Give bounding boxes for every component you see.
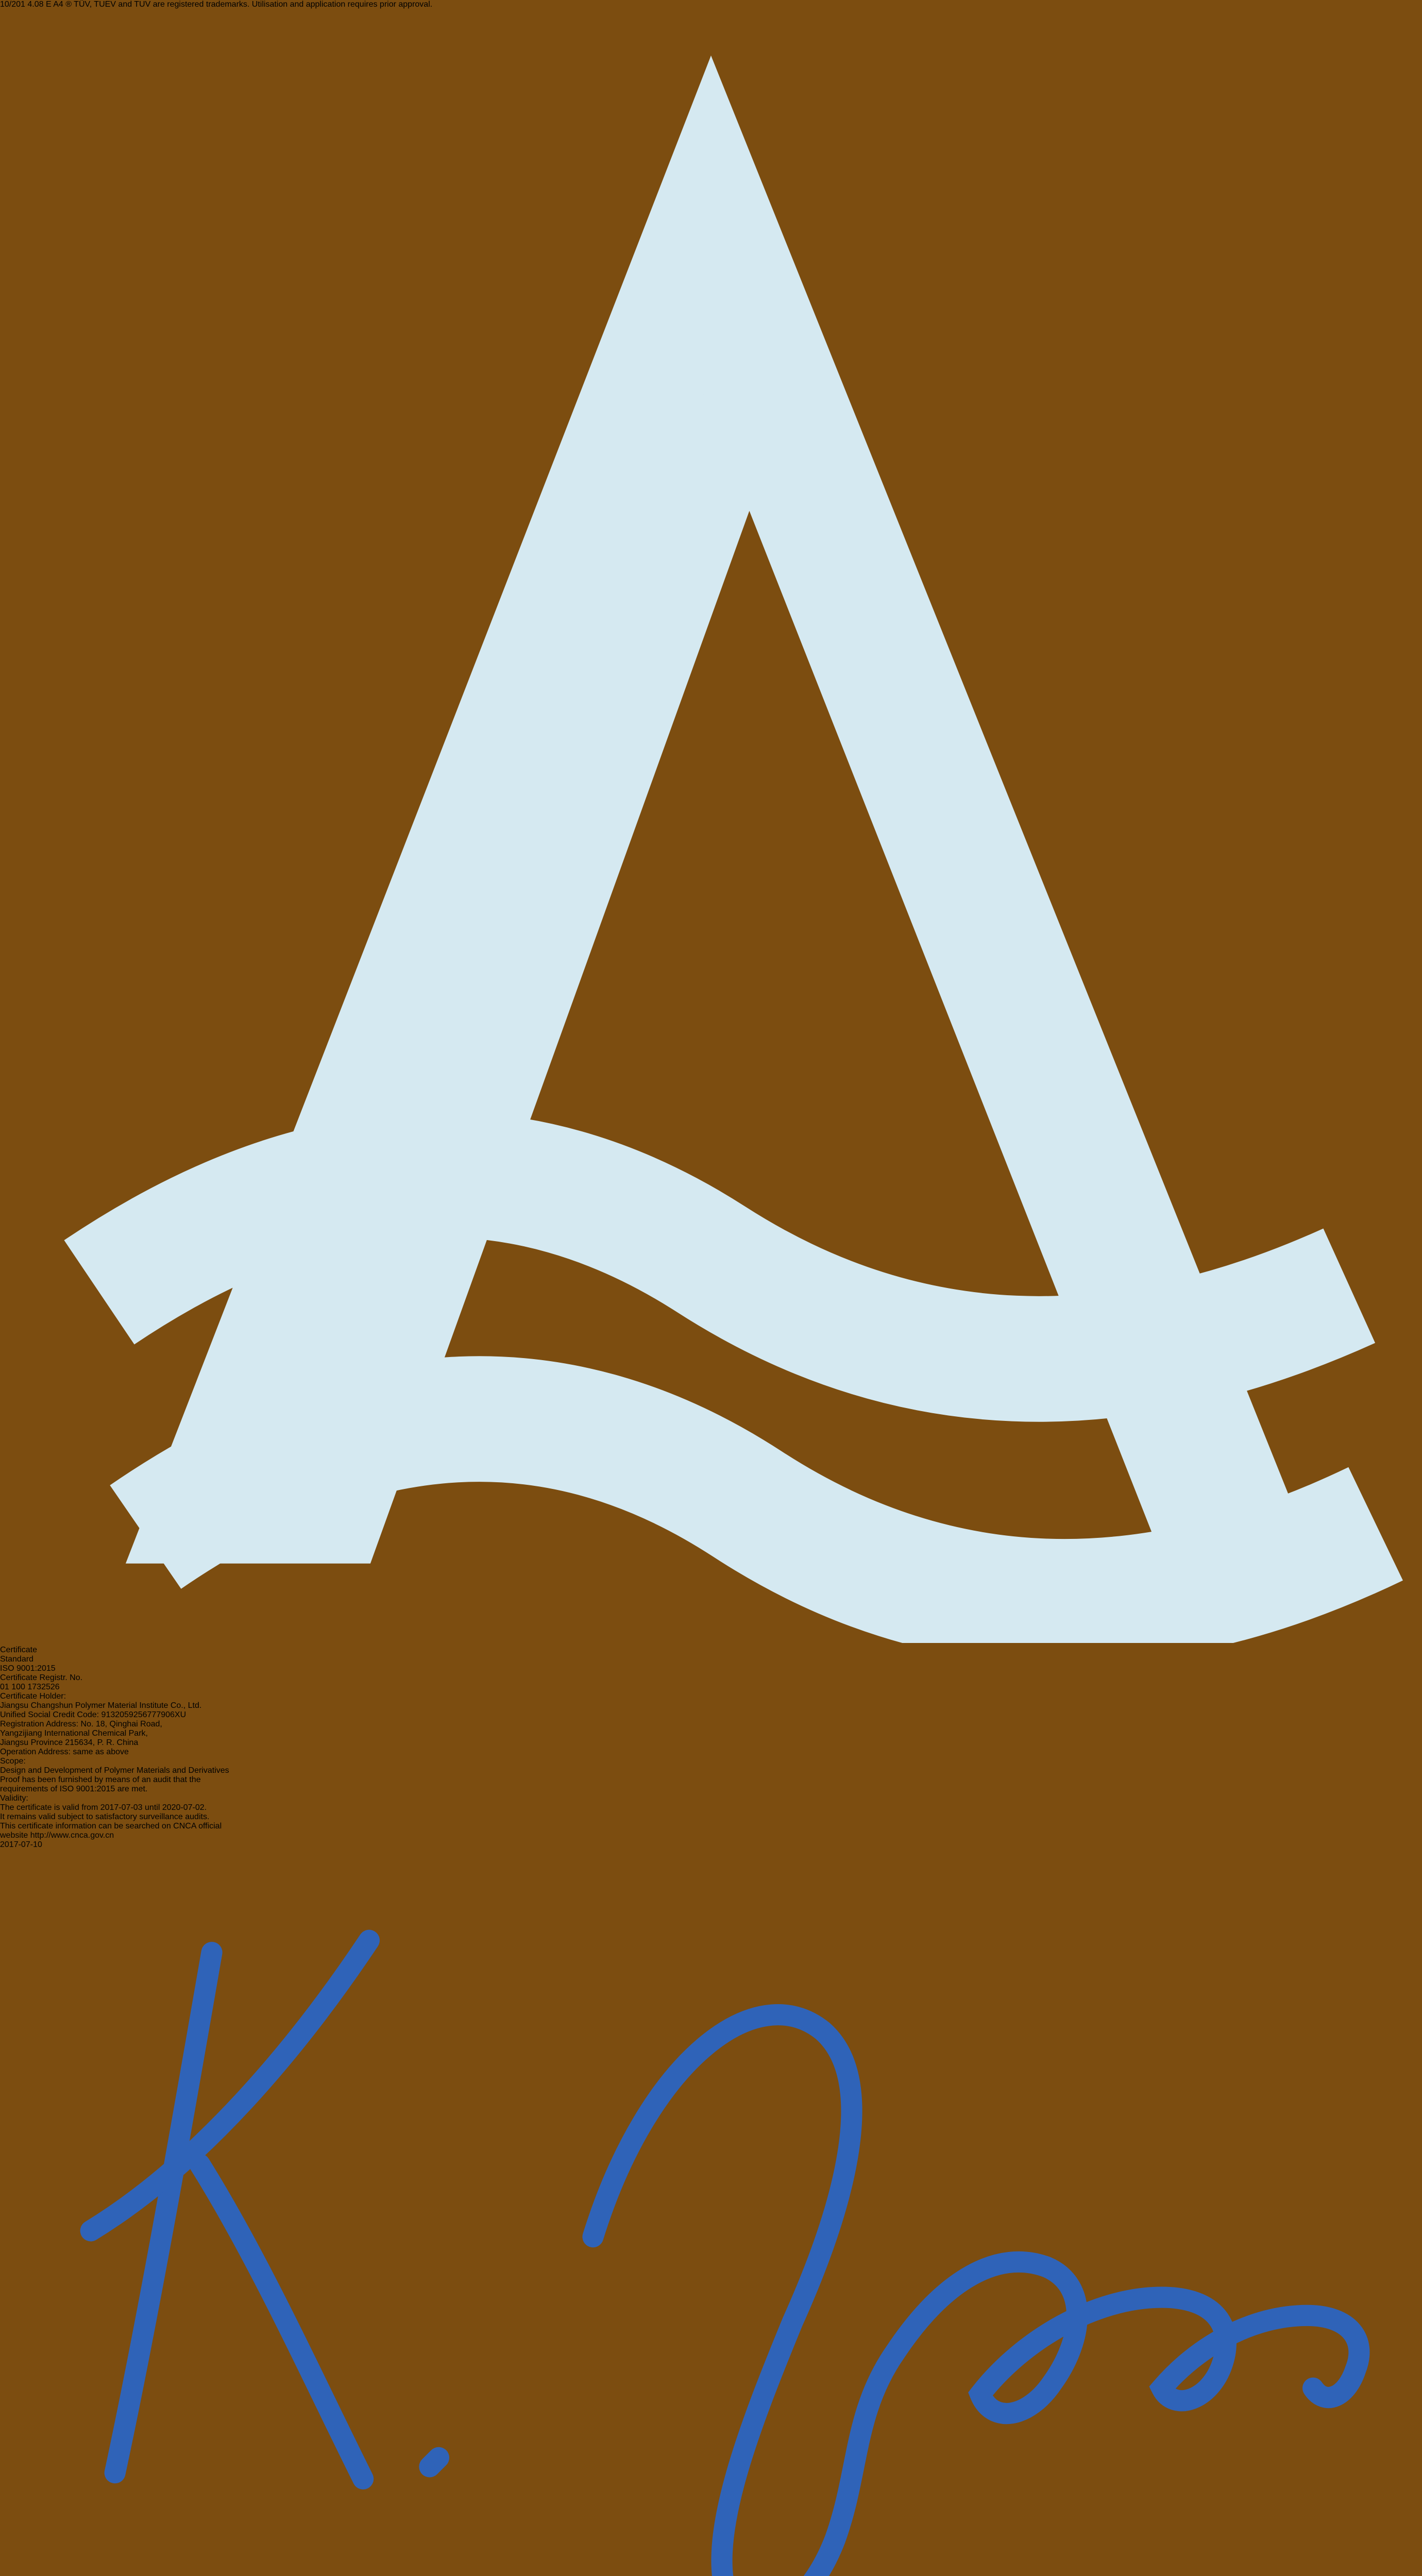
trademark-sidebar-note: 10/201 4.08 E A4 ® TÜV, TUEV and TUV are registered trademarks. Utilisation and application requires prior approval. [0, 0, 433, 9]
certificate-title: Certificate [0, 1645, 38, 1654]
standard-value: ISO 9001:2015 [0, 1664, 56, 1673]
standard-label: Standard [0, 1654, 33, 1664]
tuv-triangle-watermark-icon [0, 9, 1422, 1643]
proof-line-2: requirements of ISO 9001:2015 are met. [0, 1784, 148, 1793]
issue-date: 2017-07-10 [0, 1840, 42, 1849]
holder-credit-code: Unified Social Credit Code: 9132059256777906XU [0, 1710, 187, 1719]
cnca-line-2: website http://www.cnca.gov.cn [0, 1831, 114, 1840]
holder-block [0, 1701, 1422, 1757]
registr-no-label: Certificate Registr. No. [0, 1673, 83, 1682]
cnca-line-1: This certificate information can be searched on CNCA official [0, 1821, 222, 1831]
validity-line-1: The certificate is valid from 2017-07-03 until 2020-07-02. [0, 1803, 207, 1812]
holder-reg-address-1: Registration Address: No. 18, Qinghai Road, [0, 1719, 162, 1728]
registr-no-value: 01 100 1732526 [0, 1682, 60, 1691]
validity-block [0, 1803, 1422, 1822]
proof-statement [0, 1775, 1422, 1794]
cnca-block [0, 1822, 1422, 1840]
holder-label: Certificate Holder: [0, 1691, 66, 1701]
holder-reg-address-3: Jiangsu Province 215634, P. R. China [0, 1738, 139, 1747]
signature-scribble-icon [0, 1850, 1422, 2576]
validity-line-2: It remains valid subject to satisfactory surveillance audits. [0, 1812, 210, 1821]
scope-label: Scope: [0, 1756, 26, 1766]
holder-company: Jiangsu Changshun Polymer Material Institute Co., Ltd. [0, 1701, 202, 1710]
scope-value: Design and Development of Polymer Materials and Derivatives [0, 1766, 229, 1775]
holder-reg-address-2: Yangzijiang International Chemical Park, [0, 1728, 148, 1738]
holder-operation-address: Operation Address: same as above [0, 1747, 129, 1756]
validity-label: Validity: [0, 1793, 28, 1803]
certificate-panel [0, 9, 1422, 2576]
proof-line-1: Proof has been furnished by means of an audit that the [0, 1775, 201, 1784]
